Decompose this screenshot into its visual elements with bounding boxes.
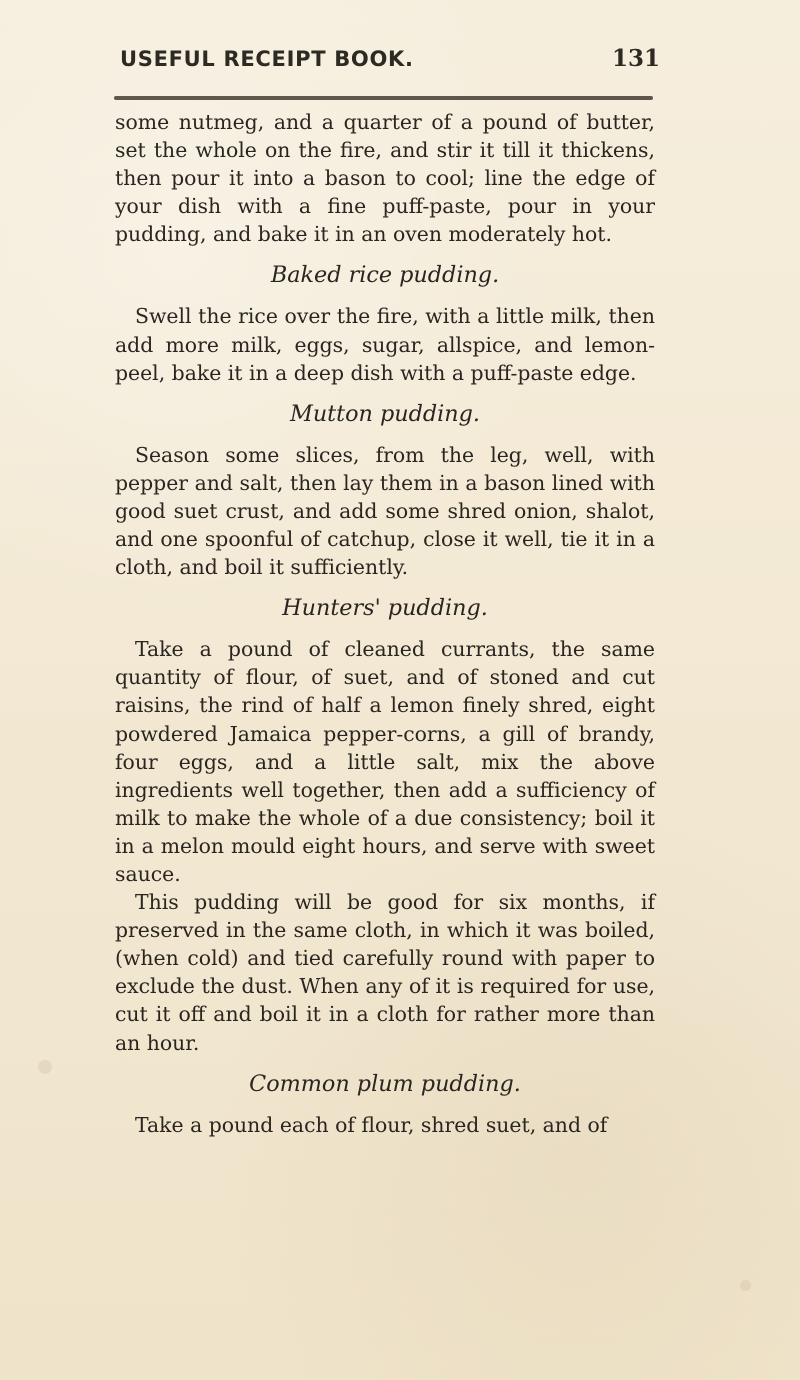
recipe-heading-baked-rice-pudding: Baked rice pudding. (270, 262, 500, 289)
recipe-heading-common-plum-pudding: Common plum pudding. (249, 1070, 521, 1097)
paragraph-hunters-pudding-note: This pudding will be good for six months, if preserved in the same cloth, in which it was boiled, (when cold) and tied carefully round with paper to exclude the dust. When any of it is required for use, cut it off and boil it in a cloth for rather more than an hour. (115, 890, 655, 1055)
header-title: USEFUL RECEIPT BOOK. (120, 47, 414, 71)
paper-spot (740, 1280, 751, 1291)
paragraph-mutton-pudding: Season some slices, from the leg, well, with pepper and salt, then lay them in a bason lined with good suet crust, and add some shred onion, shalot, and one spoonful of catchup, close it well, tie it in a cloth, and boil it sufficiently. (115, 442, 655, 580)
recipe-heading-mutton-pudding: Mutton pudding. (289, 400, 480, 427)
paragraph-common-plum-pudding: Take a pound each of flour, shred suet, and of (135, 1112, 608, 1137)
running-head (120, 45, 660, 72)
header-rule (114, 96, 653, 100)
paragraph-continued: some nutmeg, and a quarter of a pound of butter, set the whole on the fire, and stir it till it thickens, then pour it into a bason to cool; line the edge of your dish with a fine puff-paste, pour in your pudding, and bake it in an oven moderately hot. (115, 110, 655, 247)
page-number: 131 (611, 45, 660, 72)
page-content (115, 108, 655, 1139)
paragraph-hunters-pudding: Take a pound of cleaned currants, the same quantity of flour, of suet, and of stoned and cut raisins, the rind of half a lemon finely shred, eight powdered Jamaica pepper-corns, a gill of brandy, four eggs, and a little salt, mix the above ingredients well together, then add a sufficiency of milk to make the whole of a due consistency; boil it in a melon mould eight hours, and serve with sweet sauce. (115, 637, 655, 886)
paper-spot (38, 1060, 52, 1074)
recipe-heading-hunters-pudding: Hunters' pudding. (282, 595, 488, 622)
paragraph-baked-rice-pudding: Swell the rice over the fire, with a little milk, then add more milk, eggs, sugar, allspice, and lemon-peel, bake it in a deep dish with a puff-paste edge. (115, 304, 655, 385)
